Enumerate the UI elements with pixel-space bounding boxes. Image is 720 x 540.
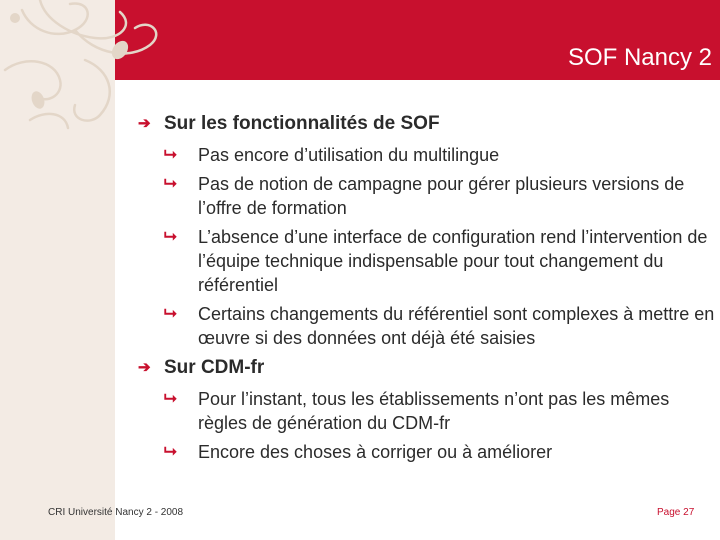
curved-arrow-icon: ⮡ (164, 146, 177, 163)
list-item (164, 440, 718, 464)
section-heading-text: Sur CDM-fr (164, 357, 265, 378)
arrow-right-icon: ➔ (138, 359, 151, 376)
curved-arrow-icon: ⮡ (164, 390, 177, 407)
list-item-text: L’absence d’une interface de configuration rend l’intervention de l’équipe technique indispensable pour tout changement du référentiel (198, 227, 708, 295)
curved-arrow-icon: ⮡ (164, 305, 177, 322)
list-item (164, 143, 718, 167)
section-heading-sof (138, 112, 718, 135)
page-label: Page (657, 507, 681, 518)
list-item-text: Certains changements du référentiel sont complexes à mettre en œuvre si des données ont déjà été saisies (198, 304, 715, 348)
list-item (164, 172, 718, 220)
footer-organization: CRI Université Nancy 2 - 2008 (48, 507, 184, 518)
page-number (657, 507, 694, 518)
list-item-text: Pas encore d’utilisation du multilingue (198, 145, 500, 165)
curved-arrow-icon: ⮡ (164, 228, 177, 245)
arrow-right-icon: ➔ (138, 115, 151, 132)
slide-content (138, 112, 718, 469)
list-item (164, 225, 718, 297)
list-item-text: Pas de notion de campagne pour gérer plusieurs versions de l’offre de formation (198, 174, 685, 218)
list-item (164, 302, 718, 350)
page-number-value: 27 (683, 507, 695, 518)
slide-title: SOF Nancy 2 (567, 44, 712, 71)
curved-arrow-icon: ⮡ (164, 443, 177, 460)
section-heading-text: Sur les fonctionnalités de SOF (164, 113, 440, 134)
curved-arrow-icon: ⮡ (164, 175, 177, 192)
list-item-text: Encore des choses à corriger ou à améliorer (198, 442, 553, 462)
section-heading-cdm (138, 356, 718, 379)
list-item (164, 387, 718, 435)
list-item-text: Pour l’instant, tous les établissements n’ont pas les mêmes règles de génération du CDM-fr (198, 389, 670, 433)
